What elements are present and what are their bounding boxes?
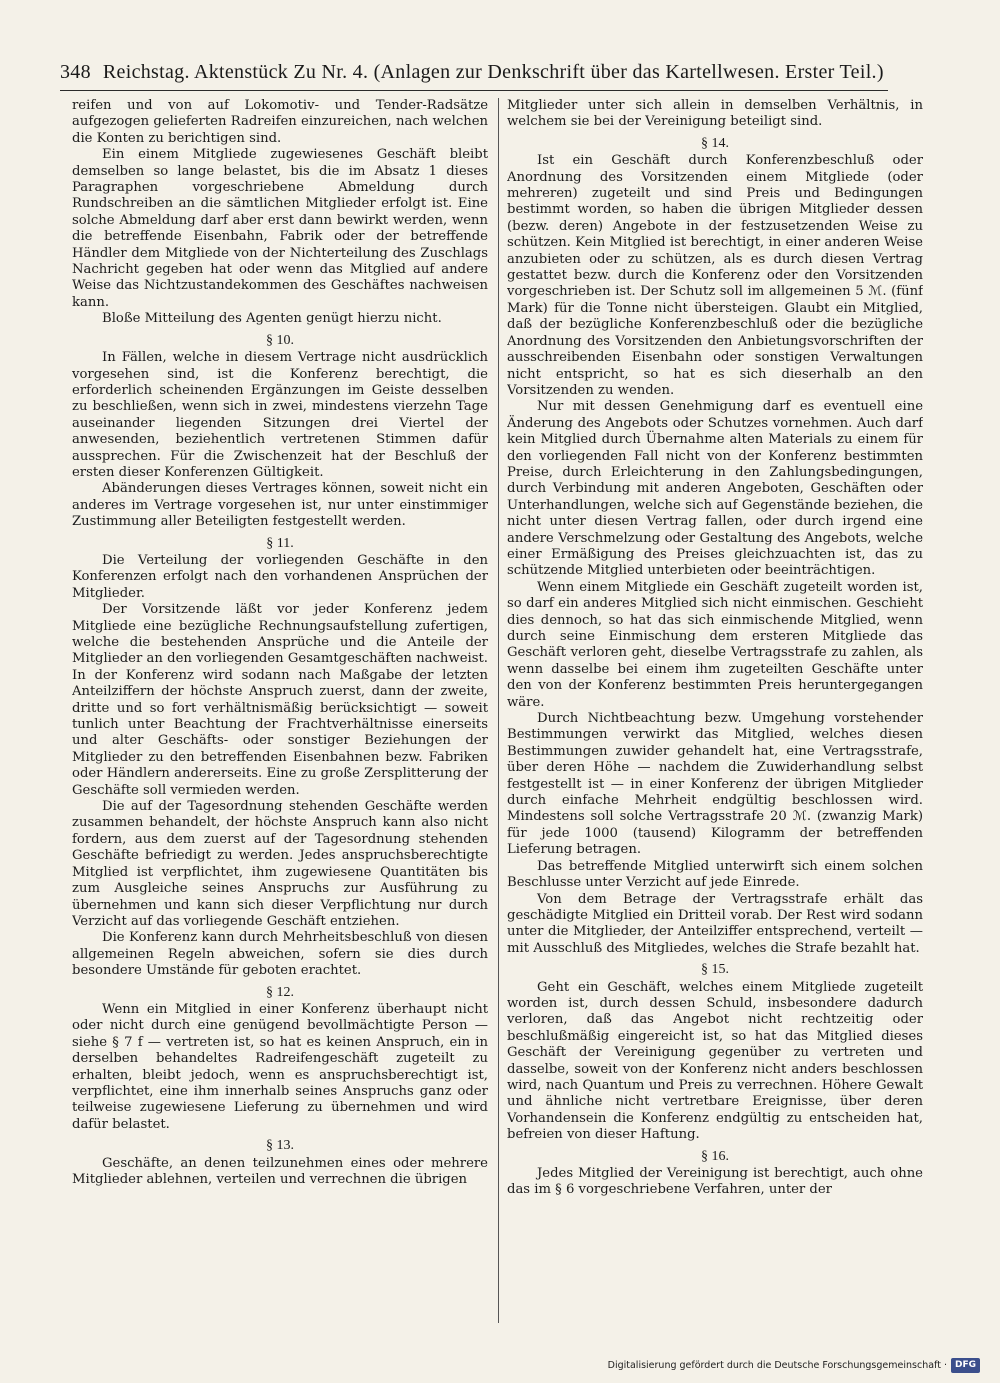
paragraph: Wenn einem Mitgliede ein Geschäft zugeteilt worden ist, so darf ein anderes Mitglied sich nicht einmischen. Geschieht dies dennoch, so hat das sich einmischende Mitglied, wenn durch seine Einmischung dem ersteren Mitgliede das Geschäft verloren geht, dieselbe Vertragsstrafe zu zahlen, als wenn dasselbe bei einem ihm zugeteilten Geschäfte unter den von der Konferenz bestimmten Preis heruntergegangen wäre. [507,579,923,710]
page-header [60,58,886,86]
section-heading: § 10. [266,332,294,348]
section-heading: § 15. [701,962,729,978]
section-heading: § 14. [701,135,729,151]
footer-credit [608,1355,980,1375]
paragraph: Nur mit dessen Genehmigung darf es eventuell eine Änderung des Angebots oder Schutzes vornehmen. Auch darf kein Mitglied durch Übernahme alten Materials zu einem für den vorliegenden Fall nicht von der Konferenz bestimmten Preise, durch Erleichterung in den Zahlungsbedingungen, durch Verbindung mit anderen Angeboten, Geschäften oder Unterhandlungen, welche sich auf Gegenstände beziehen, die nicht unter diesen Vertrag fallen, oder durch irgend eine andere Verschmelzung oder Gestaltung des Angebots, welche einer Ermäßigung des Preises gleichzuachten ist, das zu schützende Mitglied unterbieten oder beeinträchtigen. [507,399,923,579]
paragraph: Von dem Betrage der Vertragsstrafe erhält das geschädigte Mitglied ein Dritteil vorab. Der Rest wird sodann unter die Mitglieder, der Anteilziffer entsprechend, verteilt — mit Ausschluß des Mitgliedes, welches die Strafe bezahlt hat. [507,891,923,956]
paragraph: Abänderungen dieses Vertrages können, soweit nicht ein anderes im Vertrage vorgesehen ist, nur unter einstimmiger Zustimmung aller Beteiligten festgestellt werden. [72,481,488,530]
footer-text: Digitalisierung gefördert durch die Deutsche Forschungsgemeinschaft · [607,1359,947,1371]
page-number: 348 [60,60,91,83]
paragraph: In Fällen, welche in diesem Vertrage nicht ausdrücklich vorgesehen sind, ist die Konferenz berechtigt, die erforderlich scheinenden Ergänzungen im Geiste desselben zu beschließen, wenn sich in zwei, mindestens vierzehn Tage auseinander liegenden Sitzungen drei Viertel der anwesenden, beziehentlich vertretenen Stimmen dafür aussprechen. Für die Zwischenzeit hat der Beschluß der ersten dieser Konferenzen Gültigkeit. [72,350,488,480]
paragraph: Die Verteilung der vorliegenden Geschäfte in den Konferenzen erfolgt nach den vorhandenen Ansprüchen der Mitglieder. [72,552,488,601]
paragraph: Das betreffende Mitglied unterwirft sich einem solchen Beschlusse unter Verzicht auf jede Einrede. [507,858,923,891]
paragraph: Ist ein Geschäft durch Konferenzbeschluß oder Anordnung des Vorsitzenden einem Mitgliede (oder mehreren) zugeteilt und sind Preis und Bedingungen bestimmt worden, so haben die übrigen Mitglieder dessen (bezw. deren) Angebote in der festzusetzenden Weise zu schützen. Kein Mitglied ist berechtigt, in einer anderen Weise anzubieten oder zu schützen, als es durch diesen Vertrag gestattet bezw. durch die Konferenz oder den Vorsitzenden vorgeschrieben ist. Der Schutz soll im allgemeinen 5 ℳ. (fünf Mark) für die Tonne nicht übersteigen. Glaubt ein Mitglied, daß der bezügliche Konferenzbeschluß oder die bezügliche Anordnung des Vorsitzenden den Anbietungsvorschriften der ausschreibenden Eisenbahn oder sonstigen Verwaltungen nicht entspricht, so hat es sich dieserhalb an den Vorsitzenden zu wenden. [507,153,923,398]
paragraph: Ein einem Mitgliede zugewiesenes Geschäft bleibt demselben so lange belastet, bis die im Absatz 1 dieses Paragraphen vorgeschriebene Abmeldung durch Rundschreiben an die sämtlichen Mitglieder erfolgt ist. Eine solche Abmeldung darf aber erst dann bewirkt werden, wenn die betreffende Eisenbahn, Fabrik oder der betreffende Händler dem Mitgliede von der Nichterteilung des Zuschlags Nachricht gegeben hat oder wenn das Mitglied auf andere Weise das Nichtzustandekommen des Geschäftes nachweisen kann. [72,147,488,310]
paragraph: Jedes Mitglied der Vereinigung ist berechtigt, auch ohne das im § 6 vorgeschriebene Verfahren, unter der [507,1166,923,1198]
section-heading: § 13. [266,1138,294,1154]
section-heading: § 11. [266,535,294,551]
section-heading: § 12. [266,984,294,1000]
dfg-logo: DFG [951,1358,980,1373]
column-divider [498,98,499,1323]
paragraph: Wenn ein Mitglied in einer Konferenz überhaupt nicht oder nicht durch eine genügend bevollmächtigte Person — siehe § 7 f — vertreten ist, so hat es keinen Anspruch, ein in derselben behandeltes Radreifengeschäft zugeteilt zu erhalten, bleibt jedoch, wenn es anspruchsberechtigt ist, verpflichtet, eine ihm innerhalb seines Anspruchs ganz oder teilweise zugewiesene Lieferung zu übernehmen und wird dafür belastet. [72,1001,488,1132]
paragraph: Bloße Mitteilung des Agenten genügt hierzu nicht. [102,311,442,327]
paragraph: Geschäfte, an denen teilzunehmen eines oder mehrere Mitglieder ablehnen, verteilen und verrechnen die übrigen [72,1155,488,1187]
paragraph: Mitglieder unter sich allein in demselben Verhältnis, in welchem sie bei der Vereinigung beteiligt sind. [507,98,923,130]
paragraph: reifen und von auf Lokomotiv- und Tender-Radsätze aufgezogen gelieferten Radreifen einzureichen, nach welchen die Konten zu berichtigen sind. [72,98,488,146]
header-rule [60,90,888,91]
right-column [507,98,923,1323]
paragraph: Die auf der Tagesordnung stehenden Geschäfte werden zusammen behandelt, der höchste Anspruch kann also nicht fordern, aus dem zuerst auf der Tagesordnung stehenden Geschäfte befriedigt zu werden. Jedes anspruchsberechtigte Mitglied ist verpflichtet, ihm zugewiesene Quantitäten bis zum Ausgleiche seines Anspruchs zur Ausführung zu übernehmen und kann sich dieser Verpflichtung nur durch Verzicht auf das vorliegende Geschäft entziehen. [72,799,488,929]
paragraph: Geht ein Geschäft, welches einem Mitgliede zugeteilt worden ist, durch dessen Schuld, insbesondere dadurch verloren, daß das Angebot nicht rechtzeitig oder beschlußmäßig eingereicht ist, so hat das Mitglied dieses Geschäft der Vereinigung gegenüber zu vertreten und dasselbe, soweit von der Konferenz nicht anders beschlossen wird, nach Quantum und Preis zu verrechnen. Höhere Gewalt und ähnliche nicht vertretbare Ereignisse, über deren Vorhandensein die Konferenz endgültig zu entscheiden hat, befreien von dieser Haftung. [507,979,923,1143]
section-heading: § 16. [701,1148,729,1164]
left-column [72,98,488,1323]
running-title: Reichstag. Aktenstück Zu Nr. 4. (Anlagen zur Denkschrift über das Kartellwesen. Erster Teil.) [102,60,884,83]
paragraph: Durch Nichtbeachtung bezw. Umgehung vorstehender Bestimmungen verwirkt das Mitglied, welches diesen Bestimmungen zuwider gehandelt hat, eine Vertragsstrafe, über deren Höhe — nachdem die Zuwiderhandlung selbst festgestellt ist — in einer Konferenz der übrigen Mitglieder durch einfache Mehrheit endgültig beschlossen wird. Mindestens soll solche Vertragsstrafe 20 ℳ. (zwanzig Mark) für jede 1000 (tausend) Kilogramm der betreffenden Lieferung betragen. [507,711,923,858]
paragraph: Der Vorsitzende läßt vor jeder Konferenz jedem Mitgliede eine bezügliche Rechnungsaufstellung zufertigen, welche die bestehenden Ansprüche und die Anteile der Mitglieder an den vorliegenden Gesamtgeschäften nachweist. In der Konferenz wird sodann nach Maßgabe der letzten Anteilziffern der höchste Anspruch zuerst, dann der zweite, dritte und so fort verhältnismäßig berücksichtigt — soweit tunlich unter Beachtung der Frachtverhältnisse einerseits und alter Geschäfts- oder sonstiger Beziehungen der Mitglieder zu den betreffenden Eisenbahnen bezw. Fabriken oder Händlern andererseits. Eine zu große Zersplitterung der Geschäfte soll vermieden werden. [72,602,488,798]
paragraph: Die Konferenz kann durch Mehrheitsbeschluß von diesen allgemeinen Regeln abweichen, sofern sie dies durch besondere Umstände für geboten erachtet. [72,930,488,979]
